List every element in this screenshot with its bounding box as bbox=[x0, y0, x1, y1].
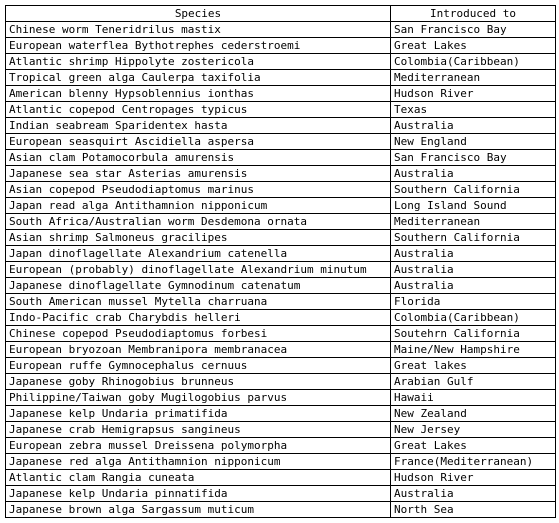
species-cell: Atlantic shrimp Hippolyte zostericola bbox=[6, 54, 391, 70]
species-cell: Japan dinoflagellate Alexandrium catenella bbox=[6, 246, 391, 262]
introduced-to-cell: France(Mediterranean) bbox=[391, 454, 556, 470]
species-introduction-table bbox=[5, 5, 556, 518]
species-cell: Chinese worm Teneridrilus mastix bbox=[6, 22, 391, 38]
species-cell: Japanese kelp Undaria pinnatifida bbox=[6, 486, 391, 502]
species-cell: Japanese brown alga Sargassum muticum bbox=[6, 502, 391, 518]
introduced-to-cell: San Francisco Bay bbox=[391, 150, 556, 166]
introduced-to-cell: Colombia(Caribbean) bbox=[391, 310, 556, 326]
introduced-to-cell: Great Lakes bbox=[391, 438, 556, 454]
introduced-to-cell: North Sea bbox=[391, 502, 556, 518]
introduced-to-cell: Mediterranean bbox=[391, 214, 556, 230]
species-cell: Atlantic clam Rangia cuneata bbox=[6, 470, 391, 486]
introduced-to-cell: New Zealand bbox=[391, 406, 556, 422]
table-row bbox=[6, 166, 556, 182]
table-row bbox=[6, 310, 556, 326]
table-row bbox=[6, 38, 556, 54]
introduced-to-cell: New England bbox=[391, 134, 556, 150]
table-body bbox=[6, 22, 556, 518]
introduced-to-cell: Australia bbox=[391, 246, 556, 262]
table-row bbox=[6, 486, 556, 502]
table-row bbox=[6, 246, 556, 262]
species-cell: European seasquirt Ascidiella aspersa bbox=[6, 134, 391, 150]
species-cell: Japanese dinoflagellate Gymnodinum catenatum bbox=[6, 278, 391, 294]
introduced-to-cell: Hawaii bbox=[391, 390, 556, 406]
table-row bbox=[6, 390, 556, 406]
table-row bbox=[6, 198, 556, 214]
species-cell: South American mussel Mytella charruana bbox=[6, 294, 391, 310]
introduced-to-cell: Great Lakes bbox=[391, 38, 556, 54]
table-row bbox=[6, 454, 556, 470]
introduced-to-cell: Texas bbox=[391, 102, 556, 118]
introduced-to-cell: Florida bbox=[391, 294, 556, 310]
species-cell: Indo-Pacific crab Charybdis helleri bbox=[6, 310, 391, 326]
introduced-to-cell: Australia bbox=[391, 118, 556, 134]
table-row bbox=[6, 470, 556, 486]
species-cell: European ruffe Gymnocephalus cernuus bbox=[6, 358, 391, 374]
table-row bbox=[6, 134, 556, 150]
species-cell: Asian copepod Pseudodiaptomus marinus bbox=[6, 182, 391, 198]
introduced-to-cell: Mediterranean bbox=[391, 70, 556, 86]
introduced-to-cell: Soutehrn California bbox=[391, 326, 556, 342]
table-row bbox=[6, 102, 556, 118]
species-cell: European zebra mussel Dreissena polymorpha bbox=[6, 438, 391, 454]
header-species: Species bbox=[6, 6, 391, 22]
species-table-container bbox=[5, 5, 555, 518]
introduced-to-cell: Southern California bbox=[391, 182, 556, 198]
table-row bbox=[6, 118, 556, 134]
species-cell: Japanese crab Hemigrapsus sangineus bbox=[6, 422, 391, 438]
species-cell: American blenny Hypsoblennius ionthas bbox=[6, 86, 391, 102]
introduced-to-cell: Colombia(Caribbean) bbox=[391, 54, 556, 70]
species-cell: Tropical green alga Caulerpa taxifolia bbox=[6, 70, 391, 86]
table-row bbox=[6, 406, 556, 422]
introduced-to-cell: Australia bbox=[391, 278, 556, 294]
table-row bbox=[6, 422, 556, 438]
species-cell: Japan read alga Antithamnion nipponicum bbox=[6, 198, 391, 214]
table-row bbox=[6, 294, 556, 310]
introduced-to-cell: Australia bbox=[391, 486, 556, 502]
species-cell: Philippine/Taiwan goby Mugilogobius parvus bbox=[6, 390, 391, 406]
table-row bbox=[6, 214, 556, 230]
introduced-to-cell: Great lakes bbox=[391, 358, 556, 374]
introduced-to-cell: Australia bbox=[391, 166, 556, 182]
table-row bbox=[6, 70, 556, 86]
introduced-to-cell: New Jersey bbox=[391, 422, 556, 438]
table-row bbox=[6, 326, 556, 342]
species-cell: Asian clam Potamocorbula amurensis bbox=[6, 150, 391, 166]
species-cell: Indian seabream Sparidentex hasta bbox=[6, 118, 391, 134]
species-cell: Japanese goby Rhinogobius brunneus bbox=[6, 374, 391, 390]
introduced-to-cell: Maine/New Hampshire bbox=[391, 342, 556, 358]
species-cell: South Africa/Australian worm Desdemona ornata bbox=[6, 214, 391, 230]
introduced-to-cell: Long Island Sound bbox=[391, 198, 556, 214]
table-row bbox=[6, 342, 556, 358]
table-row bbox=[6, 502, 556, 518]
introduced-to-cell: San Francisco Bay bbox=[391, 22, 556, 38]
table-row bbox=[6, 438, 556, 454]
table-row bbox=[6, 374, 556, 390]
table-header-row bbox=[6, 6, 556, 22]
species-cell: European (probably) dinoflagellate Alexandrium minutum bbox=[6, 262, 391, 278]
species-cell: Japanese red alga Antithamnion nipponicum bbox=[6, 454, 391, 470]
introduced-to-cell: Hudson River bbox=[391, 470, 556, 486]
table-row bbox=[6, 230, 556, 246]
introduced-to-cell: Southern California bbox=[391, 230, 556, 246]
species-cell: Atlantic copepod Centropages typicus bbox=[6, 102, 391, 118]
introduced-to-cell: Arabian Gulf bbox=[391, 374, 556, 390]
species-cell: Japanese kelp Undaria primatifida bbox=[6, 406, 391, 422]
species-cell: Asian shrimp Salmoneus gracilipes bbox=[6, 230, 391, 246]
header-introduced-to: Introduced to bbox=[391, 6, 556, 22]
table-row bbox=[6, 358, 556, 374]
table-row bbox=[6, 278, 556, 294]
species-cell: Chinese copepod Pseudodiaptomus forbesi bbox=[6, 326, 391, 342]
table-row bbox=[6, 22, 556, 38]
species-cell: European bryozoan Membranipora membranacea bbox=[6, 342, 391, 358]
introduced-to-cell: Australia bbox=[391, 262, 556, 278]
table-row bbox=[6, 182, 556, 198]
introduced-to-cell: Hudson River bbox=[391, 86, 556, 102]
table-row bbox=[6, 262, 556, 278]
species-cell: European waterflea Bythotrephes cederstroemi bbox=[6, 38, 391, 54]
species-cell: Japanese sea star Asterias amurensis bbox=[6, 166, 391, 182]
table-row bbox=[6, 150, 556, 166]
table-row bbox=[6, 54, 556, 70]
table-row bbox=[6, 86, 556, 102]
